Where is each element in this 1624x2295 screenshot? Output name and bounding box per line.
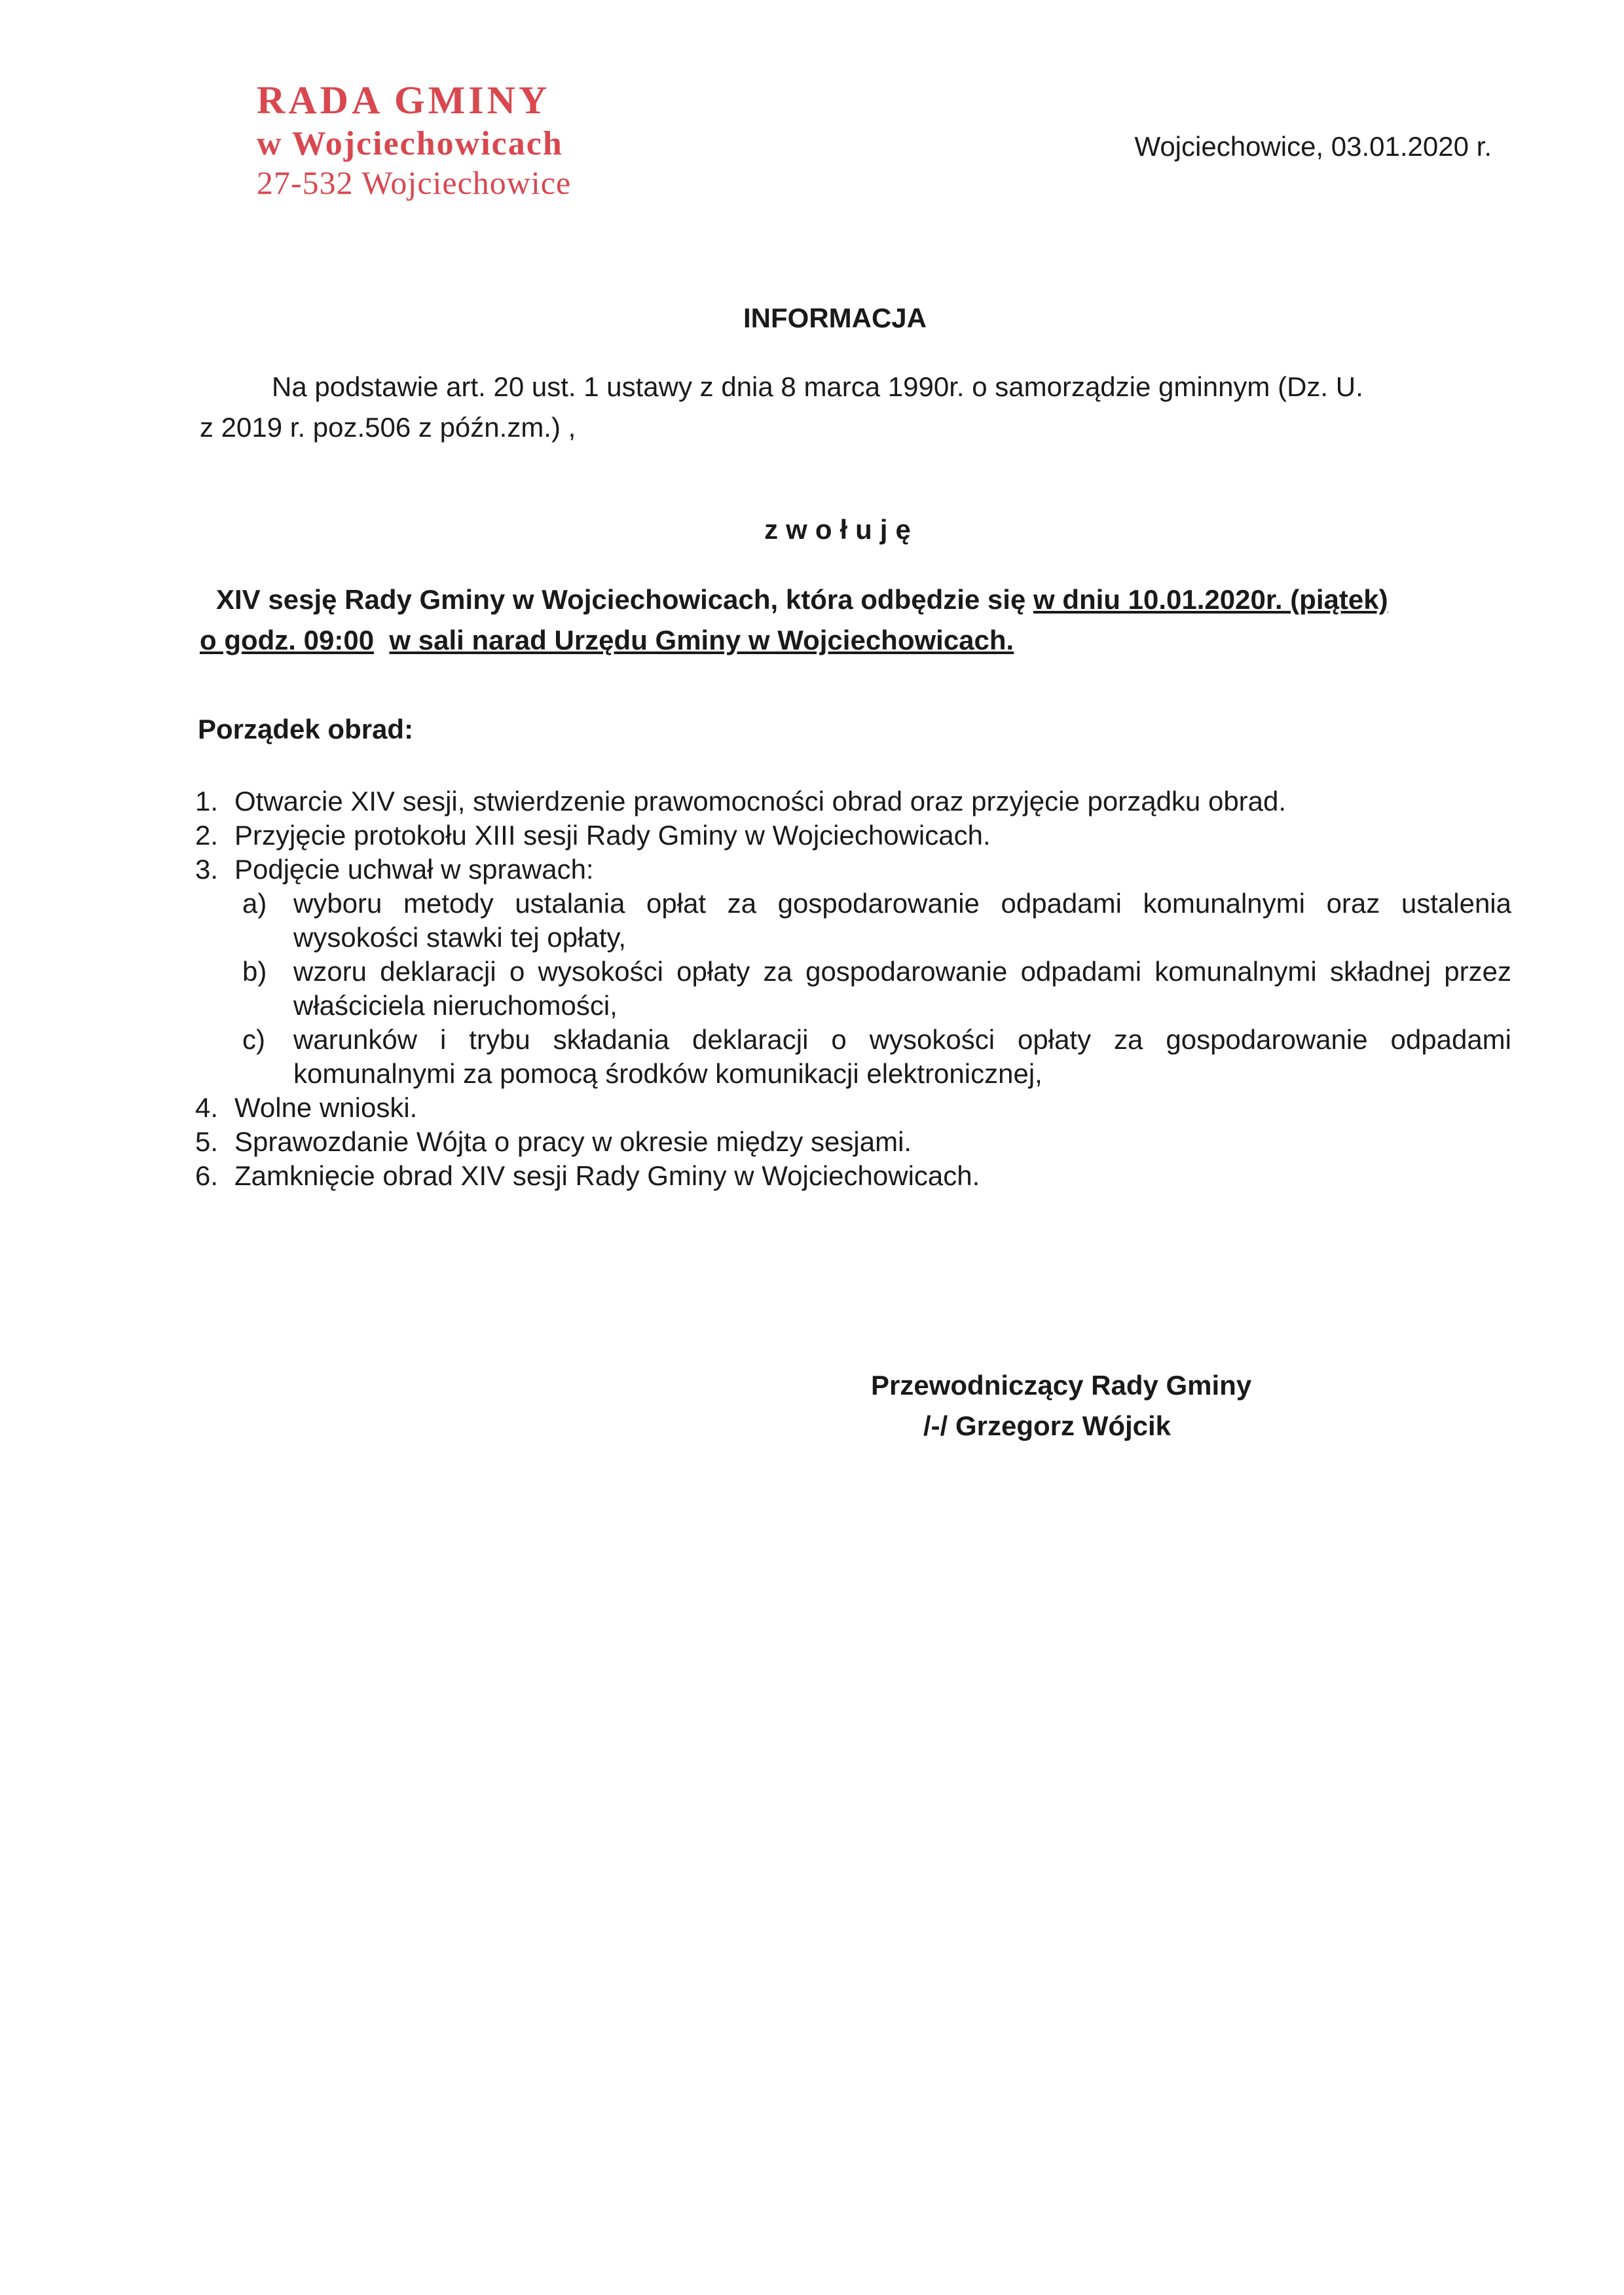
session-time: o godz. 09:00	[200, 625, 375, 655]
session-announcement	[200, 579, 1509, 661]
agenda-item-text: Zamknięcie obrad XIV sesji Rady Gminy w Wojciechowicach.	[234, 1160, 980, 1191]
agenda-subitem-text: wyboru metody ustalania opłat za gospodarowanie odpadami komunalnymi oraz ustalenia wysokości stawki tej opłaty,	[293, 888, 1511, 953]
agenda-subitem	[195, 887, 1511, 955]
agenda-item	[195, 1125, 1511, 1159]
stamp-line-1: RADA GMINY	[257, 79, 551, 122]
agenda-subitem-text: wzoru deklaracji o wysokości opłaty za gospodarowanie odpadami komunalnymi składnej przez właściciela nieruchomości,	[293, 956, 1511, 1021]
stamp-line-2: w Wojciechowicach	[257, 124, 563, 162]
agenda-item-text: Przyjęcie protokołu XIII sesji Rady Gminy w Wojciechowicach.	[234, 820, 991, 851]
session-place: w sali narad Urzędu Gminy w Wojciechowicach.	[389, 625, 1014, 655]
agenda-item	[195, 1159, 1511, 1193]
agenda-item-number: 1.	[195, 786, 219, 817]
session-date: w dniu 10.01.2020r. (piątek)	[1033, 584, 1388, 615]
legal-basis-paragraph	[200, 367, 1503, 448]
agenda-item-number: 6.	[195, 1160, 219, 1191]
agenda-subitem-text: warunków i trybu składania deklaracji o wysokości opłaty za gospodarowanie odpadami komunalnymi za pomocą środków komunikacji elektronicznej,	[293, 1024, 1511, 1089]
signature-role: Przewodniczący Rady Gminy	[871, 1370, 1252, 1401]
document-date: Wojciechowice, 03.01.2020 r.	[1134, 131, 1492, 162]
agenda-item-text: Wolne wnioski.	[234, 1092, 418, 1123]
agenda-item-number: 5.	[195, 1126, 219, 1157]
convene-heading: zwołuję	[764, 514, 919, 545]
agenda-item-text: Otwarcie XIV sesji, stwierdzenie prawomocności obrad oraz przyjęcie porządku obrad.	[234, 786, 1287, 817]
signature-name: /-/ Grzegorz Wójcik	[923, 1410, 1172, 1441]
council-stamp	[257, 77, 571, 202]
agenda-subitem	[195, 955, 1511, 1023]
agenda-item-text: Podjęcie uchwał w sprawach:	[234, 854, 594, 885]
agenda-item-number: 4.	[195, 1092, 219, 1123]
agenda-item	[195, 1091, 1511, 1125]
signature-block	[871, 1365, 1251, 1446]
legal-basis-line-2: z 2019 r. poz.506 z późn.zm.) ,	[200, 412, 576, 443]
agenda-item-text: Sprawozdanie Wójta o pracy w okresie między sesjami.	[234, 1126, 912, 1157]
agenda-subitem-letter: c)	[242, 1024, 265, 1055]
agenda-item	[195, 853, 1511, 887]
stamp-line-3: 27-532 Wojciechowice	[257, 164, 572, 202]
agenda-item-number: 3.	[195, 854, 219, 885]
agenda-subitem	[195, 1023, 1511, 1091]
session-text: XIV sesję Rady Gminy w Wojciechowicach, która odbędzie się	[216, 584, 1033, 615]
document-title: INFORMACJA	[743, 303, 927, 333]
agenda-item	[195, 784, 1511, 818]
agenda-item-number: 2.	[195, 820, 219, 851]
agenda-subitem-letter: a)	[242, 888, 267, 919]
agenda-list	[195, 784, 1511, 1193]
agenda-heading: Porządek obrad:	[198, 714, 414, 744]
legal-basis-line-1: Na podstawie art. 20 ust. 1 ustawy z dnia 8 marca 1990r. o samorządzie gminnym (Dz. U.	[272, 371, 1363, 402]
agenda-item	[195, 818, 1511, 853]
agenda-subitem-letter: b)	[242, 956, 267, 987]
